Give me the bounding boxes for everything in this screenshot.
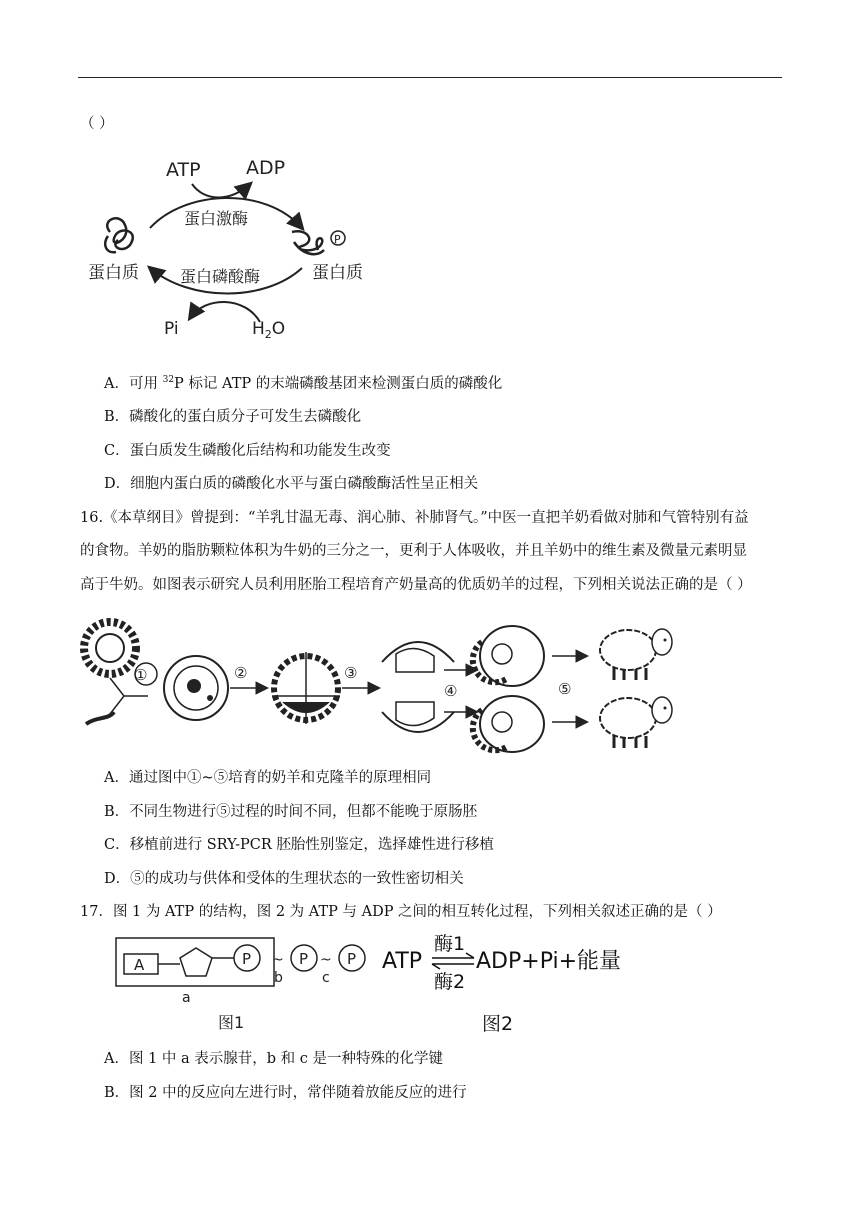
adenosine-a-label: a (182, 990, 191, 1006)
protein-right-icon (292, 231, 324, 254)
svg-text:~: ~ (320, 952, 332, 968)
phosphate-3-label: P (347, 950, 357, 968)
q16-stem-line-3: 高于牛奶。如图表示研究人员利用胚胎工程培育产奶量高的优质奶羊的过程，下列相关说法正确的是（ ） (80, 577, 752, 593)
answer-bracket: （ ） (80, 116, 114, 132)
q16-option-b: B．不同生物进行⑤过程的时间不同，但都不能晚于原肠胚 (104, 804, 478, 820)
embryo-half-top-icon (382, 642, 454, 662)
sheep-top-icon (600, 629, 672, 680)
protein-right-label: 蛋白质 (312, 263, 363, 283)
sheep-bottom-icon (600, 697, 672, 748)
phosphatase-label: 蛋白磷酸酶 (180, 267, 261, 286)
q17-option-a: A．图 1 中 a 表示腺苷，b 和 c 是一种特殊的化学键 (104, 1051, 444, 1067)
protein-phosphorylation-diagram (80, 150, 380, 345)
q15-option-a: A．可用 $^{32}$P 标记 ATP 的末端磷酸基团来检测蛋白质的磷酸化 (104, 375, 503, 392)
figure-1-caption: 图1 (218, 1013, 245, 1032)
bond-b-label: b (274, 970, 283, 986)
q16-stem-line-2: 的食物。羊奶的脂肪颗粒体积为牛奶的三分之一，更利于人体吸收，并且羊奶中的维生素及微量元素明显 (80, 543, 747, 559)
adp-label: ADP (246, 157, 286, 179)
step-5-label: ⑤ (558, 680, 572, 698)
phosphate-label: P (334, 233, 341, 246)
q15-option-c: C．蛋白质发生磷酸化后结构和功能发生改变 (104, 443, 391, 459)
atp-adp-conversion-figure (378, 928, 638, 1038)
step-1-label: ① (134, 666, 148, 684)
step-4-label: ④ (444, 682, 458, 700)
egg-cell-icon (84, 622, 136, 674)
q16-option-d: D．⑤的成功与供体和受体的生理状态的一致性密切相关 (104, 871, 464, 887)
q17-stem: 17．图 1 为 ATP 的结构，图 2 为 ATP 与 ADP 之间的相互转化过程，下列相关叙述正确的是（ ） (80, 904, 722, 920)
ribose-icon (180, 948, 212, 976)
fig2-products-label: ADP+Pi+能量 (476, 949, 622, 974)
q15-option-b: B．磷酸化的蛋白质分子可发生去磷酸化 (104, 409, 362, 425)
svg-text:~: ~ (272, 952, 284, 968)
phosphate-1-label: P (242, 950, 252, 968)
bond-c-label: c (322, 970, 330, 986)
q16-stem-line-1: 16.《本草纲目》曾提到：“羊乳甘温无毒、润心肺、补肺肾气。”中医一直把羊奶看做对肺和气管特别有益 (80, 510, 749, 526)
step-3-label: ③ (344, 664, 358, 682)
q16-option-a: A．通过图中①~⑤培育的奶羊和克隆羊的原理相同 (104, 770, 432, 786)
q16-option-c: C．移植前进行 SRY-PCR 胚胎性别鉴定，选择雄性进行移植 (104, 837, 494, 853)
adenine-label: A (134, 956, 145, 974)
embryo-engineering-diagram (78, 612, 688, 754)
atp-label: ATP (166, 159, 201, 181)
step-2-label: ② (234, 664, 248, 682)
q17-option-b: B．图 2 中的反应向左进行时，常伴随着放能反应的进行 (104, 1085, 467, 1101)
phosphate-2-label: P (299, 950, 309, 968)
header-rule (78, 77, 782, 78)
protein-left-icon (105, 218, 133, 252)
enzyme-2-label: 酶2 (434, 971, 466, 993)
pi-label: Pi (164, 319, 179, 339)
water-label: $H_2O$ (252, 319, 286, 341)
atp-adp-arrow (192, 184, 250, 198)
enzyme-1-label: 酶1 (434, 933, 466, 955)
fig2-atp-label: ATP (382, 949, 423, 974)
q15-option-d: D．细胞内蛋白质的磷酸化水平与蛋白磷酸酶活性呈正相关 (104, 476, 479, 492)
protein-left-label: 蛋白质 (88, 263, 139, 283)
atp-structure-figure (114, 936, 384, 1036)
water-pi-arrow (190, 302, 260, 322)
figure-2-caption: 图2 (482, 1013, 514, 1035)
embryo-half-bottom-icon (382, 712, 454, 732)
kinase-label: 蛋白激酶 (184, 209, 249, 228)
